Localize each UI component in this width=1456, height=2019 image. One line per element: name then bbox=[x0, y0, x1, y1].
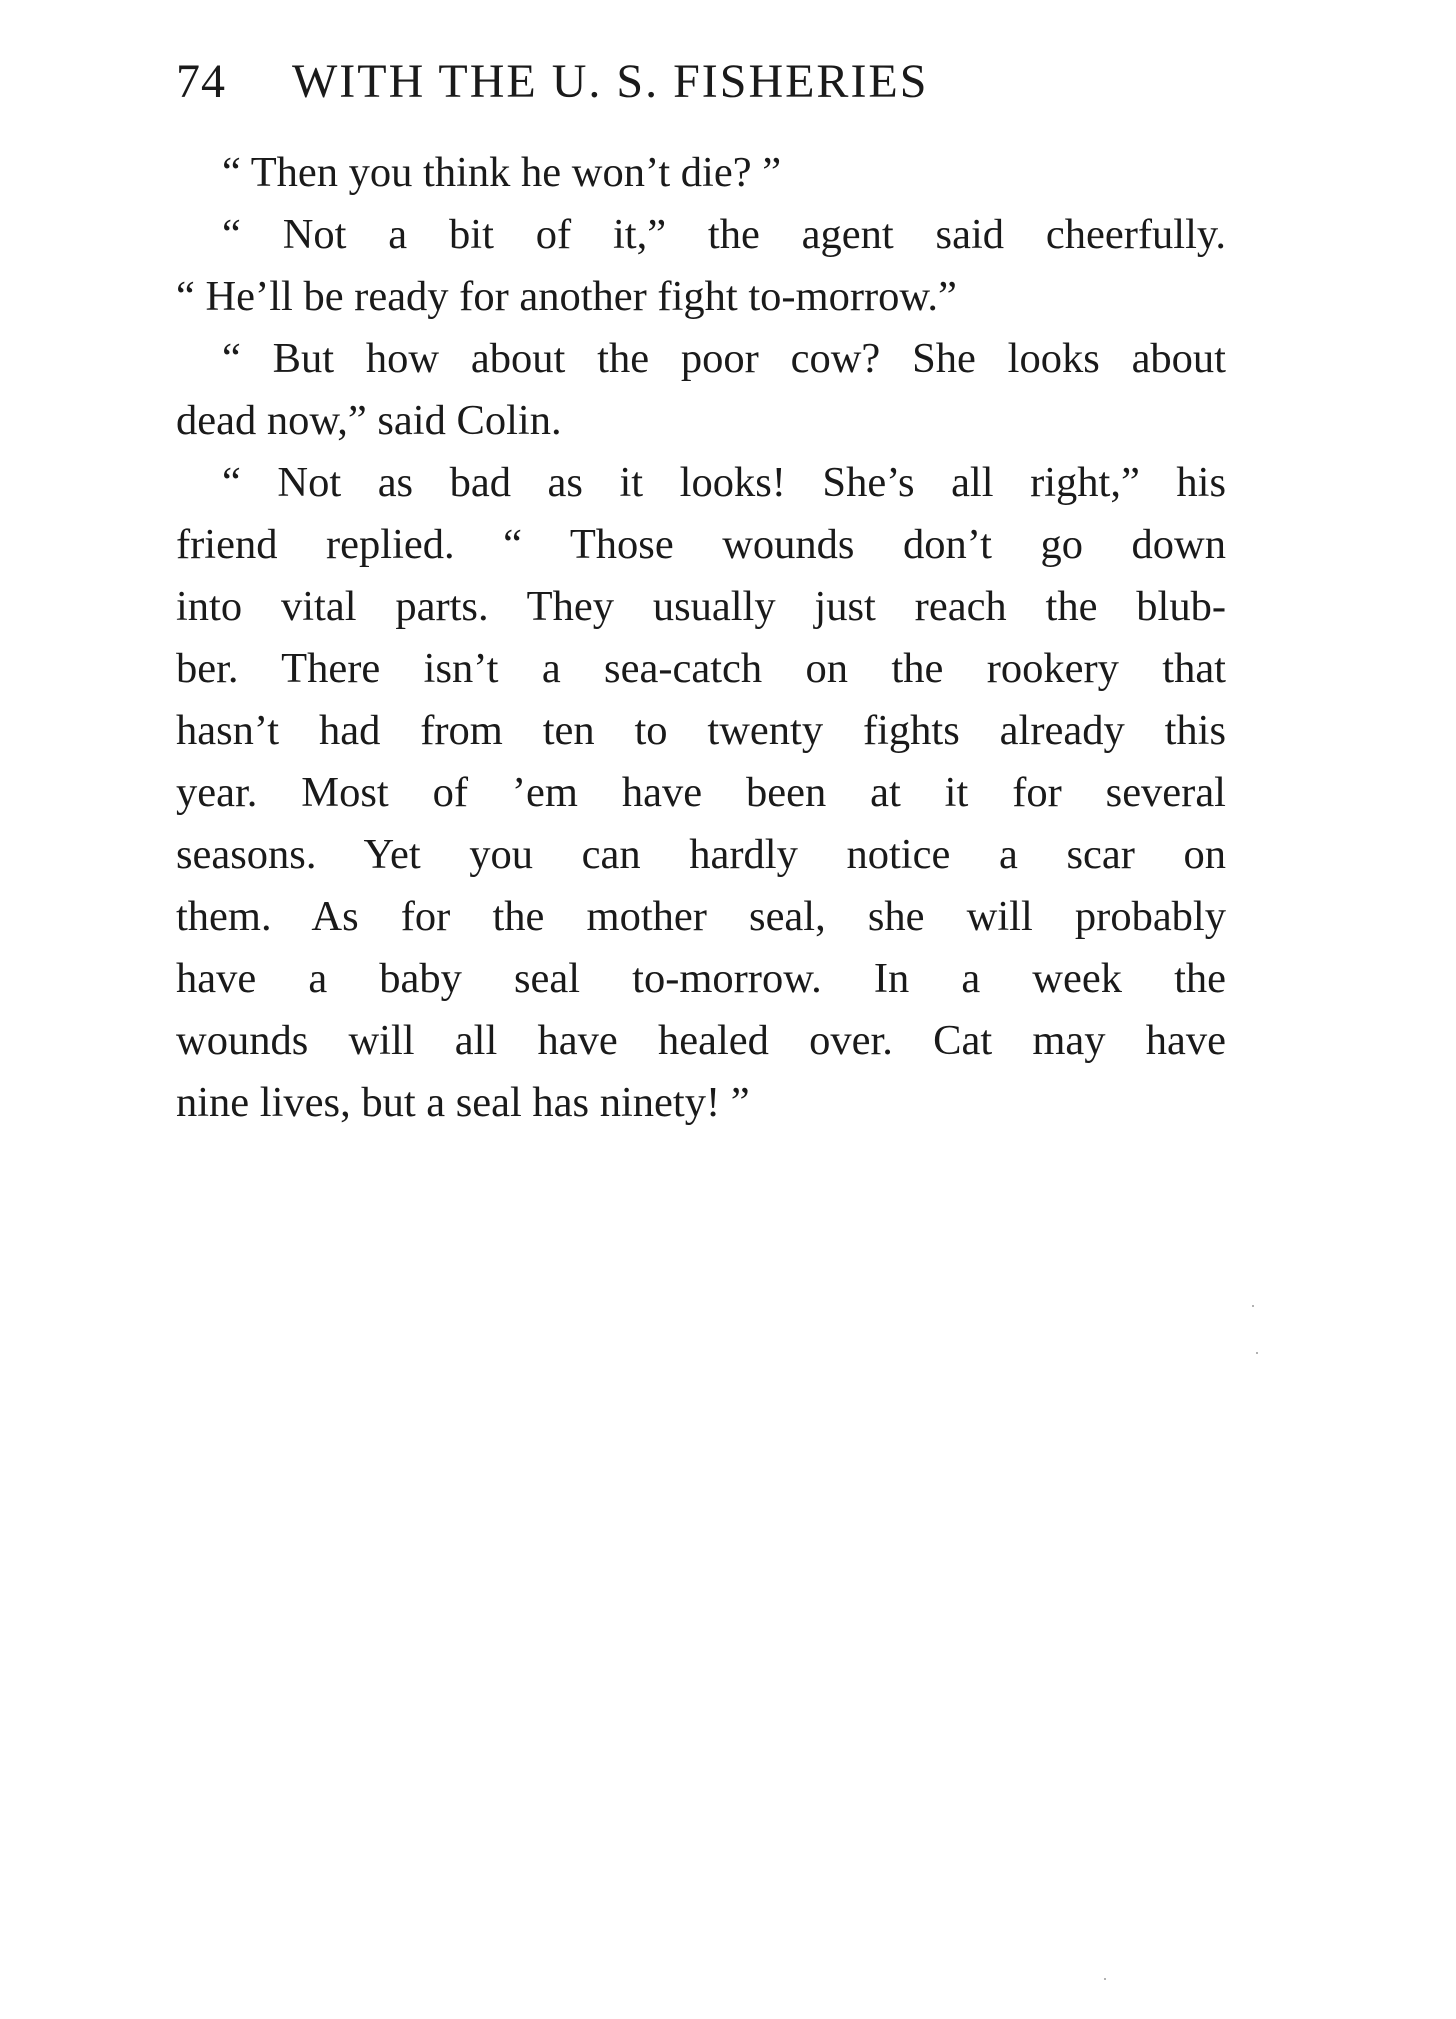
paper-speck bbox=[1252, 1305, 1254, 1307]
text-line: seasons. Yet you can hardly notice a scar on bbox=[176, 831, 1226, 878]
text-line: “ Not as bad as it looks! She’s all right,” his bbox=[222, 459, 1226, 506]
paper-speck bbox=[1104, 1978, 1106, 1980]
text-line: have a baby seal to-morrow. In a week the bbox=[176, 955, 1226, 1002]
paper-speck bbox=[1256, 1352, 1258, 1354]
text-line: “ Then you think he won’t die? ” bbox=[222, 149, 782, 196]
text-line: ber. There isn’t a sea-catch on the rookery that bbox=[176, 645, 1226, 692]
text-line: into vital parts. They usually just reach the blub- bbox=[176, 583, 1226, 630]
text-line: dead now,” said Colin. bbox=[176, 397, 562, 444]
text-line: hasn’t had from ten to twenty fights already this bbox=[176, 707, 1226, 754]
running-title: WITH THE U. S. FISHERIES bbox=[292, 55, 929, 108]
text-line: year. Most of ’em have been at it for several bbox=[176, 769, 1226, 816]
page-number: 74 bbox=[176, 55, 226, 108]
text-line: nine lives, but a seal has ninety! ” bbox=[176, 1079, 750, 1126]
text-line: them. As for the mother seal, she will probably bbox=[176, 893, 1226, 940]
text-line: “ He’ll be ready for another fight to-morrow.” bbox=[176, 273, 957, 320]
text-line: wounds will all have healed over. Cat may have bbox=[176, 1017, 1226, 1064]
running-head bbox=[176, 52, 1226, 112]
body-text bbox=[176, 142, 1226, 1134]
text-line: “ But how about the poor cow? She looks about bbox=[222, 335, 1226, 382]
text-line: “ Not a bit of it,” the agent said cheerfully. bbox=[222, 211, 1226, 258]
text-line: friend replied. “ Those wounds don’t go down bbox=[176, 521, 1226, 568]
